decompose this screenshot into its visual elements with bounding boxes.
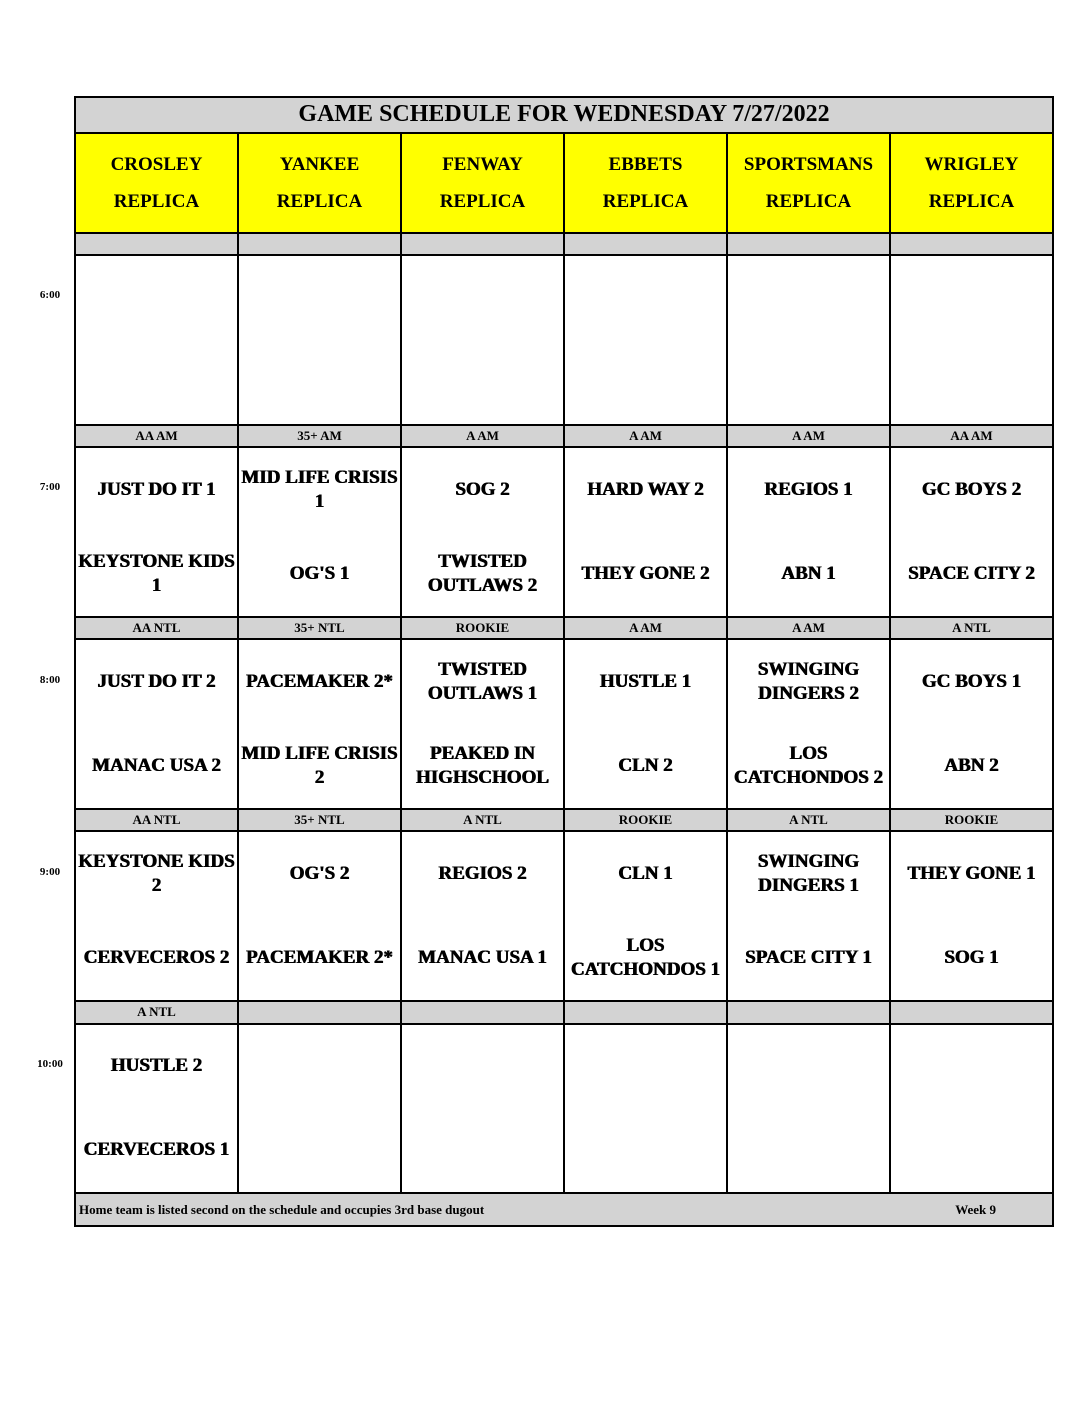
footer	[75, 1193, 1053, 1226]
game-row	[75, 831, 1053, 1001]
home-team	[565, 340, 726, 424]
home-team	[239, 1108, 400, 1192]
division-row	[75, 809, 1053, 832]
schedule-table	[74, 96, 1054, 1227]
division-label	[401, 233, 564, 256]
home-team: PACEMAKER 2*	[246, 947, 393, 969]
division-label: ROOKIE	[890, 809, 1053, 832]
game-cell	[238, 1024, 401, 1194]
division-label: ROOKIE	[564, 809, 727, 832]
home-team: ABN 2	[944, 755, 999, 776]
game-cell	[727, 831, 890, 1001]
game-cell	[401, 639, 564, 809]
home-team	[565, 1108, 726, 1192]
away-team: SWINGING DINGERS 1	[757, 851, 860, 897]
away-team	[891, 1025, 1052, 1109]
away-team: HARD WAY 2	[587, 479, 704, 501]
away-team	[565, 1025, 726, 1109]
away-team: MID LIFE CRISIS 1	[241, 467, 398, 513]
away-team	[891, 256, 1052, 340]
home-team	[402, 1108, 563, 1192]
game-cell	[401, 831, 564, 1001]
away-team: CLN 1	[618, 863, 673, 885]
division-label: A AM	[564, 617, 727, 640]
division-label: A NTL	[727, 809, 890, 832]
division-row	[75, 233, 1053, 256]
game-cell	[238, 447, 401, 617]
home-team: CLN 2	[618, 755, 673, 776]
home-team: CERVECEROS 1	[83, 1139, 230, 1161]
division-label: AA AM	[75, 425, 238, 448]
home-team: MANAC USA 2	[92, 755, 221, 776]
division-label	[890, 233, 1053, 256]
game-cell	[890, 639, 1053, 809]
game-cell	[890, 255, 1053, 425]
footer-note: Home team is listed second on the schedule and occupies 3rd base dugout	[79, 1201, 485, 1217]
division-label: A AM	[727, 425, 890, 448]
division-label	[238, 1001, 401, 1024]
time-label: 8:00	[39, 674, 61, 686]
division-label	[238, 233, 401, 256]
field-header: CROSLEY REPLICA	[75, 133, 238, 233]
division-label	[75, 233, 238, 256]
home-team: CERVECEROS 2	[83, 947, 230, 969]
away-team: SOG 2	[455, 479, 510, 501]
division-label	[564, 1001, 727, 1024]
game-cell	[75, 1024, 238, 1194]
game-cell	[401, 255, 564, 425]
game-cell	[564, 831, 727, 1001]
away-team	[239, 1025, 400, 1109]
game-cell	[564, 639, 727, 809]
game-cell	[727, 639, 890, 809]
home-team: PEAKED IN HIGHSCHOOL	[415, 743, 550, 788]
game-cell	[401, 447, 564, 617]
division-label: ROOKIE	[401, 617, 564, 640]
home-team: SPACE CITY 1	[745, 947, 872, 969]
game-cell	[564, 1024, 727, 1194]
game-cell	[75, 255, 238, 425]
division-label: AA NTL	[75, 809, 238, 832]
home-team: SPACE CITY 2	[908, 562, 1035, 584]
away-team: REGIOS 1	[764, 479, 853, 501]
away-team: REGIOS 2	[438, 863, 527, 885]
away-team: PACEMAKER 2*	[246, 671, 393, 693]
division-label: AA AM	[890, 425, 1053, 448]
division-label	[727, 233, 890, 256]
game-row	[75, 1024, 1053, 1194]
division-label: 35+ NTL	[238, 809, 401, 832]
game-row	[75, 447, 1053, 617]
away-team: KEYSTONE KIDS 2	[78, 851, 235, 897]
away-team: GC BOYS 1	[921, 671, 1022, 693]
home-team: LOS CATCHONDOS 2	[733, 743, 884, 788]
division-row	[75, 1001, 1053, 1024]
game-row	[75, 255, 1053, 425]
field-header: SPORTSMANS REPLICA	[727, 133, 890, 233]
week-label: Week 9	[955, 1201, 996, 1217]
field-header: FENWAY REPLICA	[401, 133, 564, 233]
field-header: EBBETS REPLICA	[564, 133, 727, 233]
away-team	[239, 256, 400, 340]
field-header: WRIGLEY REPLICA	[890, 133, 1053, 233]
game-cell	[75, 639, 238, 809]
away-team: THEY GONE 1	[907, 863, 1036, 885]
game-cell	[727, 1024, 890, 1194]
away-team	[728, 1025, 889, 1109]
game-cell	[75, 447, 238, 617]
division-label: 35+ NTL	[238, 617, 401, 640]
home-team: LOS CATCHONDOS 1	[570, 935, 721, 981]
away-team: HUSTLE 1	[599, 671, 692, 693]
game-cell	[890, 831, 1053, 1001]
division-label: A NTL	[401, 809, 564, 832]
game-cell	[564, 255, 727, 425]
schedule-title: GAME SCHEDULE FOR WEDNESDAY 7/27/2022	[75, 97, 1053, 133]
division-row	[75, 617, 1053, 640]
home-team	[728, 340, 889, 424]
home-team: ABN 1	[781, 562, 836, 584]
division-label	[890, 1001, 1053, 1024]
game-cell	[727, 447, 890, 617]
division-label: A NTL	[890, 617, 1053, 640]
division-label: 35+ AM	[238, 425, 401, 448]
away-team: GC BOYS 2	[921, 479, 1022, 501]
home-team: TWISTED OUTLAWS 2	[427, 550, 538, 596]
home-team: SOG 1	[944, 947, 999, 969]
home-team	[239, 340, 400, 424]
division-label: A AM	[401, 425, 564, 448]
away-team	[76, 256, 237, 340]
home-team: KEYSTONE KIDS 1	[78, 550, 235, 596]
division-label: A NTL	[75, 1001, 238, 1024]
away-team: HUSTLE 2	[110, 1055, 203, 1077]
away-team	[565, 256, 726, 340]
game-cell	[564, 447, 727, 617]
game-cell	[238, 831, 401, 1001]
game-cell	[401, 1024, 564, 1194]
time-label: 10:00	[37, 1058, 63, 1070]
division-row	[75, 425, 1053, 448]
away-team: TWISTED OUTLAWS 1	[427, 659, 538, 705]
time-label: 9:00	[39, 866, 61, 878]
game-cell	[238, 639, 401, 809]
home-team	[891, 340, 1052, 424]
game-row	[75, 639, 1053, 809]
home-team: MANAC USA 1	[418, 947, 547, 969]
division-label: A AM	[564, 425, 727, 448]
game-cell	[890, 1024, 1053, 1194]
home-team	[891, 1108, 1052, 1192]
division-label: AA NTL	[75, 617, 238, 640]
game-cell	[75, 831, 238, 1001]
away-team: SWINGING DINGERS 2	[757, 659, 860, 705]
away-team: JUST DO IT 2	[97, 671, 216, 693]
away-team	[728, 256, 889, 340]
division-label: A AM	[727, 617, 890, 640]
away-team	[402, 1025, 563, 1109]
away-team: OG'S 2	[289, 863, 350, 885]
home-team	[76, 340, 237, 424]
game-cell	[890, 447, 1053, 617]
division-label	[564, 233, 727, 256]
time-label: 7:00	[39, 481, 61, 493]
game-cell	[727, 255, 890, 425]
home-team	[402, 340, 563, 424]
division-label	[401, 1001, 564, 1024]
home-team: OG'S 1	[289, 562, 350, 584]
away-team: JUST DO IT 1	[97, 479, 216, 501]
division-label	[727, 1001, 890, 1024]
time-label: 6:00	[39, 289, 61, 301]
home-team	[728, 1108, 889, 1192]
field-header: YANKEE REPLICA	[238, 133, 401, 233]
away-team	[402, 256, 563, 340]
field-header-row	[75, 133, 1053, 233]
home-team: THEY GONE 2	[581, 562, 710, 584]
game-cell	[238, 255, 401, 425]
home-team: MID LIFE CRISIS 2	[241, 743, 398, 788]
